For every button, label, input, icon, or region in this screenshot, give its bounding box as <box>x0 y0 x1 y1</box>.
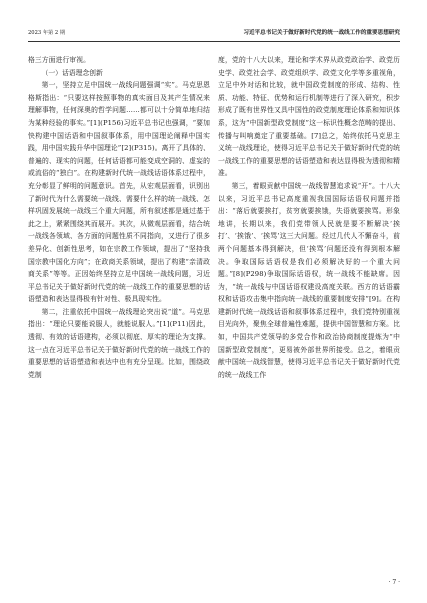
section-subheading: （一）话语理念创新 <box>41 68 103 77</box>
paragraph: 格三方面进行审视。 <box>28 56 91 64</box>
paragraph: 第一，坚持立足中国统一战线问题强调“实”。马克思恩格斯指出：“只要这样按照事物的真实面目及其产生情况来理解事物，任何深奥的哲学问题……都可以十分简单地归结为某种经验的事实。”[1](P156)习近平总书记也强调，“要加快构建中国话语和中国叙事体系，用中国理论阐释中国实践，用中国实践升华中国理论”[2](P315)。离开了具体的、普遍的、现实的问题，任何话语都可能变成空洞的、虚妄的或流俗的“独白”。在构建新时代统一战线话语体系过程中，充分彰显了鲜明的问题意识。首先，从宏观层面看，识别出了新时代为什么需要统一战线、需要什么样的统一战线、怎样巩固发展统一战线三个重大问题，所有叙述都是通过基于此之上，紧紧围绕其而展开。其次，从微观层面看，结合统一战线各领域、各方面的问题性质不同指向，又进行了很多差异化、创新性思考，如在宗教工作领域，提出了“坚持我国宗教中国化方向”；在政商关系领域，提出了构建“亲清政商关系”等等。正因始终坚持立足中国统一战线问题，习近平总书记关于做好新时代党的统一战线工作的重要思想的话语塑造和表达显得极有针对性、极具现实性。 <box>28 81 210 304</box>
paragraph: 第三，着眼贡献中国统一战线智慧追求说“开”。十八大以来，习近平总书记高度重视我国国际话语权问题并指出：“落后就要挨打，贫穷就要挨饿，失语就要挨骂。形象地讲，长期以来，我们党带领人民就是要不断解决‘挨打’、‘挨饿’、‘挨骂’这三大问题。经过几代人不懈奋斗，前两个问题基本得到解决，但‘挨骂’问题还没有得到根本解决。争取国际话语权是我们必须解决好的一个重大问题。”[8](P298)争取国际话语权，统一战线不能缺席。因为，“统一战线与中国话语权建设高度关联。西方的话语霸权和话语攻击集中指向统一战线的重要制度安排”[9]。在构建新时代统一战线话语和叙事体系过程中，我们党特别重视目光向外，聚焦全球普遍性难题，提供中国智慧和方案。比如，中国共产党领导的多党合作和政治协商制度提炼为“中国新型政党制度”，更易被外部世界所接受。总之，着眼贡献中国统一战线智慧，使得习近平总书记关于做好新时代党的统一战线工作 <box>218 181 400 379</box>
page-number: · 7 · <box>388 579 400 586</box>
paragraph: 第二，注重依托中国统一战线理论突出说“道”。马克思指出：“理论只要能说服人，就能说服人。”[1](P11)因此，透彻、有效的话语建构，必须以彻底、厚实的理论为支撑。这一点在习近平总书记关于做好新时代党的统一战线工作的重要思想的话语塑造和表达中也有充分呈现。比如，围绕政党制 <box>28 307 210 379</box>
issue-label: 2023 年第 2 期 <box>28 30 66 36</box>
running-header <box>28 27 400 42</box>
paragraph: 度，党的十八大以来，理论和学术界从政党政治学、政党历史学、政党社会学、政党组织学、政党文化学等多重视角，立足中外对话和比较，就中国政党制度的形成、结构、性质、功能、特征、优势和运行机制等进行了深入研究，积步形成了既有世界性又具中国性的政党制度理论体系和知识体系，这为“中国新型政党制度”这一标识性概念范畴的提出、传播与叫响奠定了重要基础。[7]总之，始终依托马克思主义统一战线理论，使得习近平总书记关于做好新时代党的统一战线工作的重要思想的话语塑造和表达显得极为透彻和精准。 <box>218 56 400 178</box>
journal-title: 习近平总书记关于做好新时代党的统一战线工作的重要思想研究 <box>243 30 400 36</box>
left-column <box>28 54 210 381</box>
right-column <box>218 54 400 381</box>
